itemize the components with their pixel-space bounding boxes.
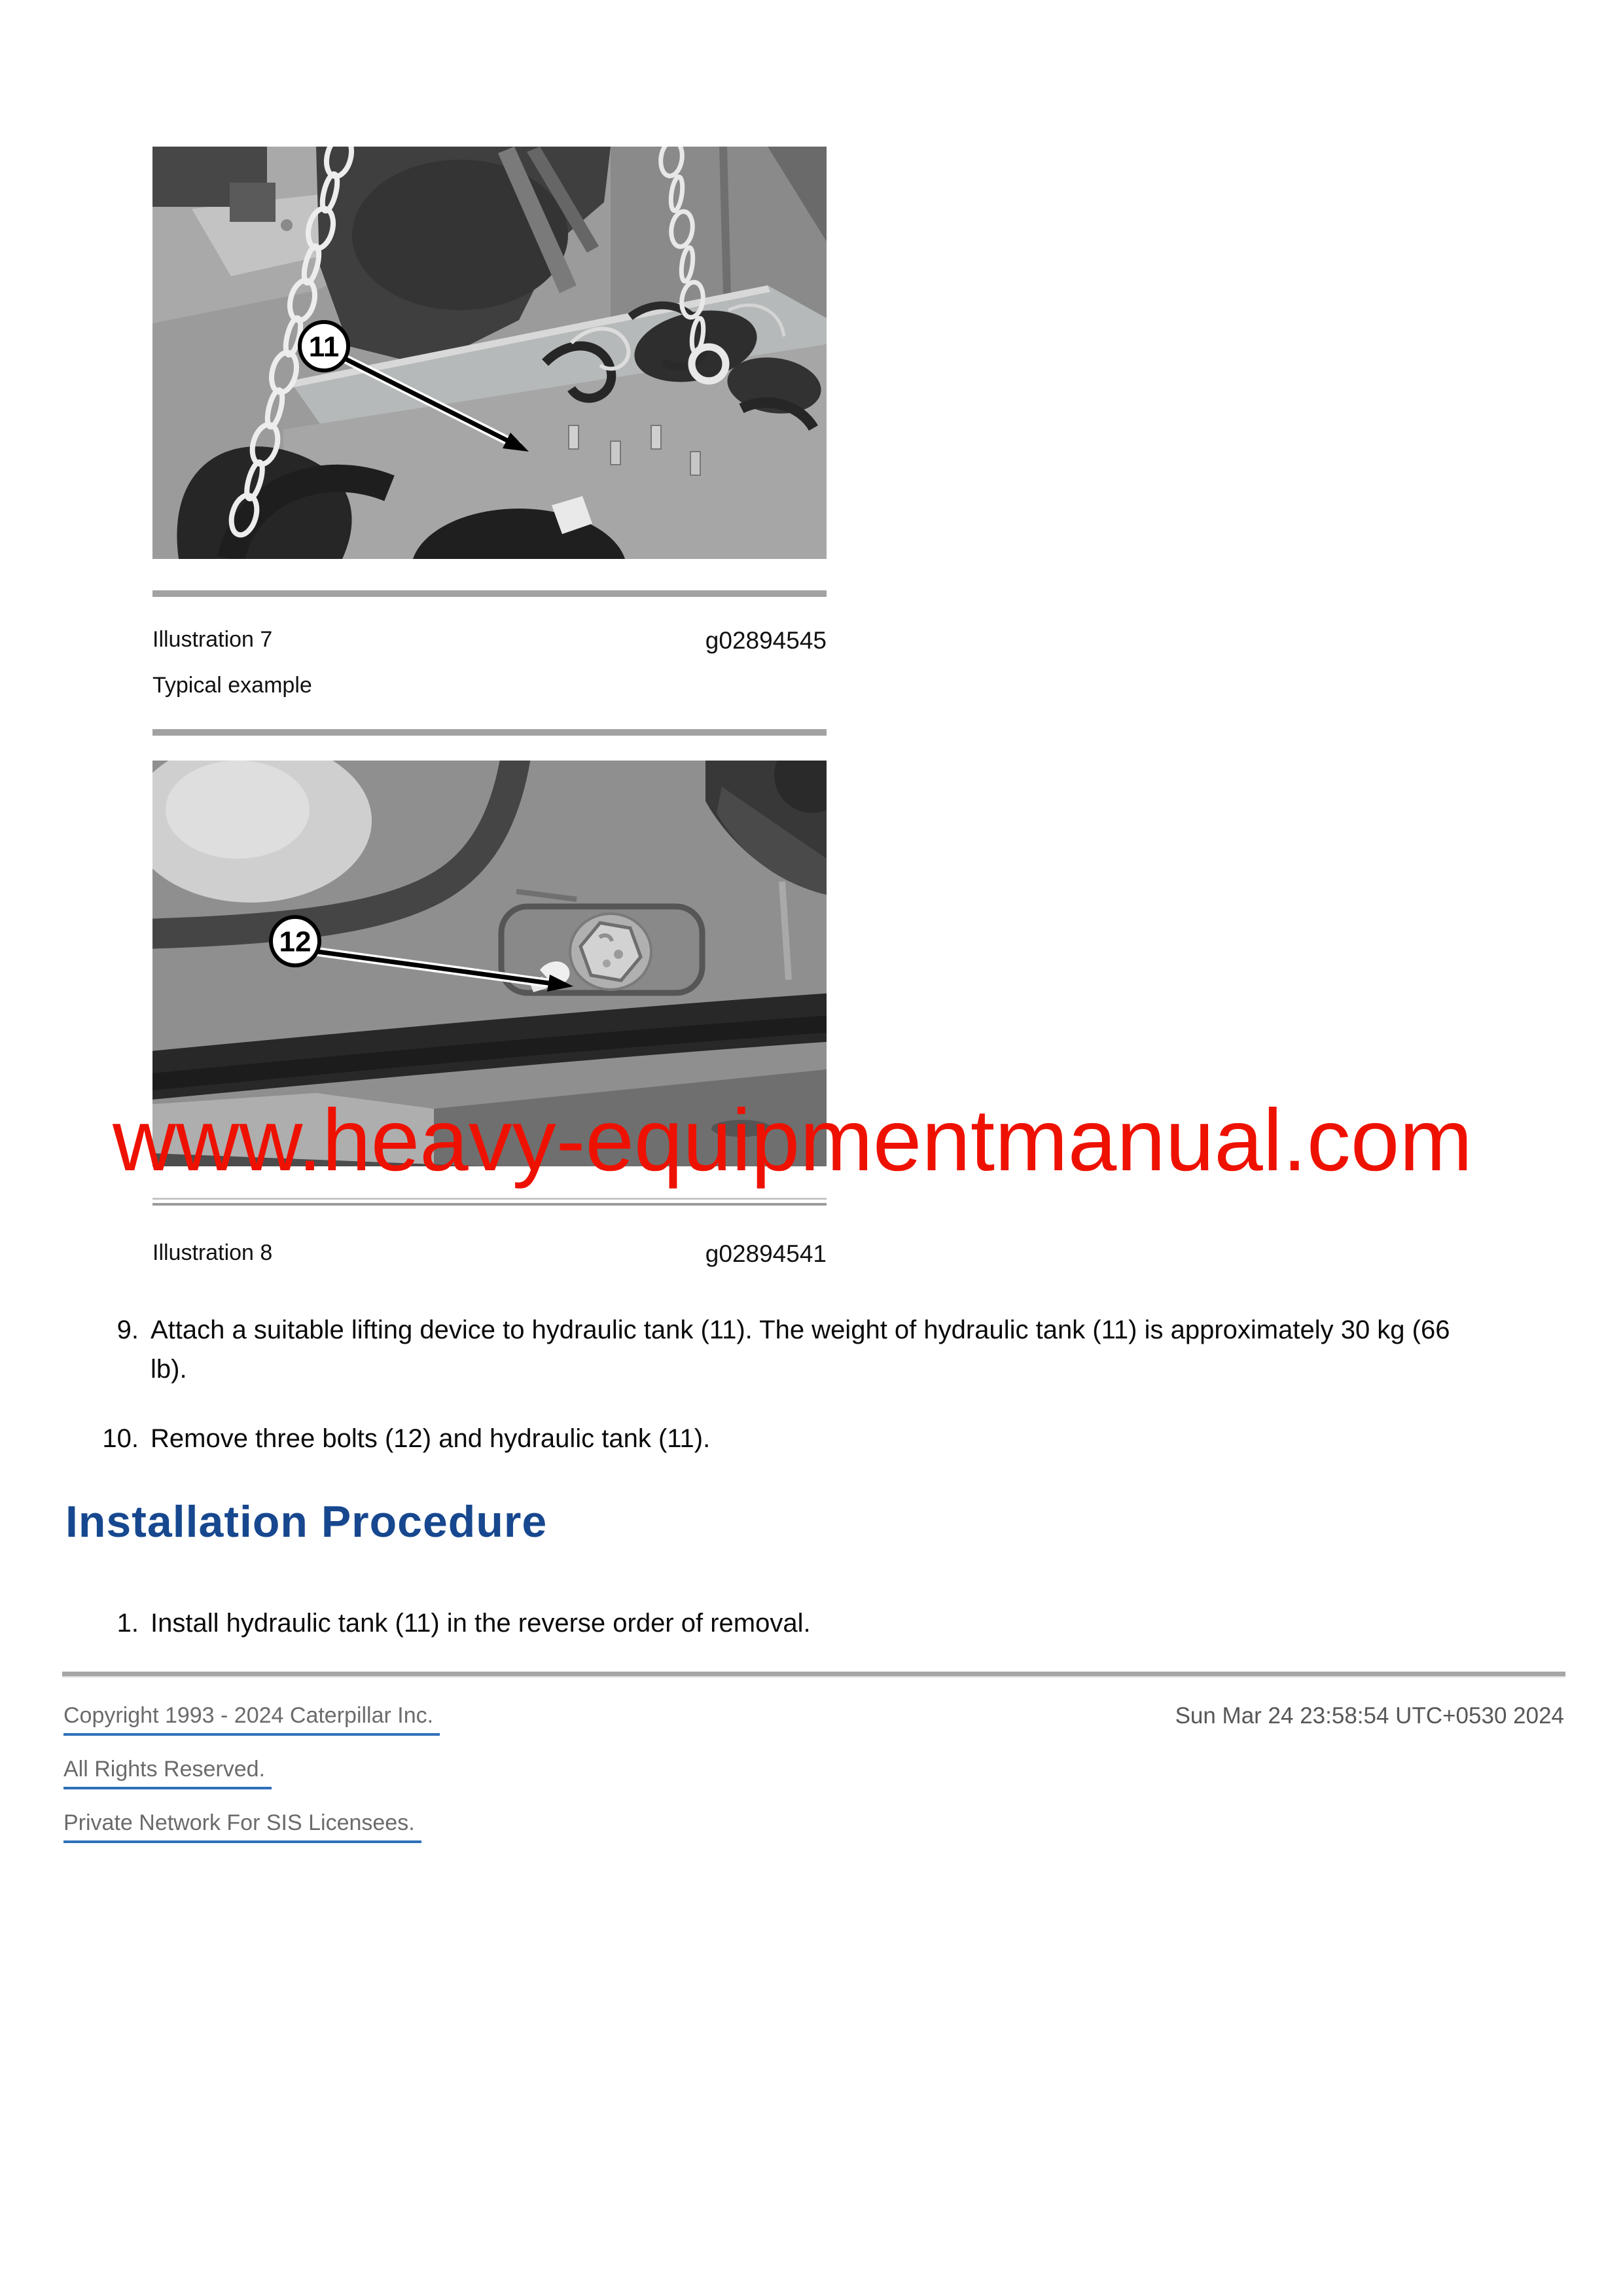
step-text: Attach a suitable lifting device to hydraulic tank (11). The weight of hydraulic tank (11) is approximately 30 kg (66 lb).	[151, 1316, 1450, 1384]
footer-network-text[interactable]: Private Network For SIS Licensees.	[63, 1810, 421, 1843]
illustration-8-label: Illustration 8	[152, 1240, 273, 1265]
step-number: 9.	[116, 1316, 139, 1344]
footer-copyright-link[interactable]	[63, 1703, 440, 1736]
callout-11-badge	[300, 322, 348, 370]
installation-procedure-heading: Installation Procedure	[65, 1497, 548, 1547]
illustration-8-separator	[152, 1198, 827, 1206]
callout-12-badge	[271, 917, 319, 965]
removal-step-10	[0, 1419, 1492, 1458]
removal-step-9	[0, 1310, 1492, 1389]
illustration-7-photo	[152, 147, 827, 559]
footer-copyright-text[interactable]: Copyright 1993 - 2024 Caterpillar Inc.	[63, 1703, 440, 1736]
illustration-7-code: g02894545	[705, 627, 827, 654]
photo1-background	[152, 147, 827, 559]
watermark-text: www.heavy-equipmentmanual.com	[113, 1092, 1472, 1189]
callout-11-label: 11	[308, 331, 340, 363]
step-text: Remove three bolts (12) and hydraulic tank (11).	[151, 1424, 711, 1453]
step-text: Install hydraulic tank (11) in the reverse order of removal.	[151, 1609, 811, 1638]
step-number: 1.	[116, 1609, 139, 1638]
illustration-7-label: Illustration 7	[152, 627, 273, 652]
illustration-7-scene	[152, 147, 827, 559]
footer-rights-text[interactable]: All Rights Reserved.	[63, 1757, 272, 1789]
step-number: 10.	[102, 1424, 139, 1453]
footer-network-link[interactable]	[63, 1810, 421, 1843]
illustration-7-caption	[152, 627, 827, 655]
illustration-8-caption	[152, 1240, 827, 1268]
installation-step-1	[0, 1604, 1492, 1643]
callout-12-label: 12	[279, 925, 312, 958]
footer-separator	[62, 1672, 1565, 1677]
illustration-8-code: g02894541	[705, 1240, 827, 1267]
illustration-8-top-separator	[152, 729, 827, 736]
illustration-7-note: Typical example	[152, 673, 312, 698]
footer-rights-link[interactable]	[63, 1757, 272, 1789]
footer-timestamp: Sun Mar 24 23:58:54 UTC+0530 2024	[1175, 1703, 1564, 1729]
illustration-7-separator	[152, 590, 827, 597]
